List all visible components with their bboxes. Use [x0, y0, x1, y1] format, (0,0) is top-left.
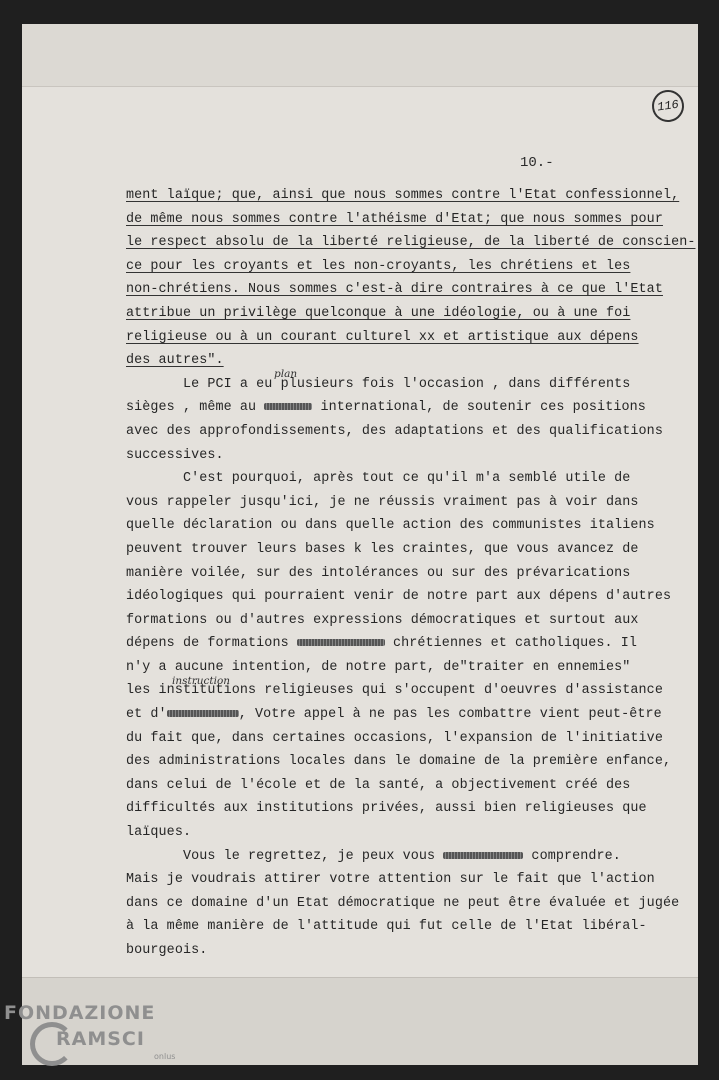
- text-line-content: de même nous sommes contre l'athéisme d'Etat; que nous sommes pour: [126, 211, 663, 227]
- text-line-content: quelle déclaration ou dans quelle action des communistes italiens: [126, 518, 655, 534]
- text-line: [126, 396, 696, 420]
- text-line-content: le respect absolu de la liberté religieuse, de la liberté de conscien-: [126, 235, 696, 251]
- text-line: [126, 939, 696, 963]
- text-line-content: dépens de formations chrétiennes et catholiques. Il: [126, 636, 638, 652]
- logo-text-line2: RAMSCI: [56, 1028, 145, 1050]
- text-line: [126, 444, 696, 468]
- document-page: [22, 24, 698, 1064]
- page-number: 10.-: [520, 155, 554, 171]
- redaction-mark: [264, 403, 312, 410]
- text-line-content: peuvent trouver leurs bases k les craintes, que vous avancez de: [126, 541, 639, 557]
- text-line: [126, 821, 696, 845]
- text-line-content: attribue un privilège quelconque à une idéologie, ou à une foi: [126, 305, 631, 321]
- handwritten-annotation-plan: plan: [274, 368, 298, 380]
- text-line-content: les institutions religieuses qui s'occupent d'oeuvres d'assistance: [126, 683, 663, 699]
- text-line: [126, 326, 696, 350]
- text-line: [126, 727, 696, 751]
- text-line: [126, 514, 696, 538]
- text-line-content: bourgeois.: [126, 943, 208, 958]
- text-line: [126, 491, 696, 515]
- text-line-content: idéologiques qui pourraient venir de notre part aux dépens d'autres: [126, 589, 672, 605]
- text-line-content: des autres".: [126, 353, 224, 369]
- text-line: [126, 278, 696, 302]
- text-line: [126, 420, 696, 444]
- text-line-content: et d' , Votre appel à ne pas les combattre vient peut-être: [126, 707, 662, 723]
- text-line: [126, 703, 696, 727]
- text-line: [126, 349, 696, 373]
- text-line-content: vous rappeler jusqu'ici, je ne réussis vraiment pas à voir dans: [126, 494, 639, 510]
- text-line: [126, 609, 696, 633]
- text-line: [126, 373, 696, 397]
- typed-text: [126, 184, 696, 963]
- redaction-mark: [167, 710, 239, 717]
- top-fold: [22, 24, 698, 87]
- text-line: [126, 915, 696, 939]
- logo-text-line1: FONDAZIONE: [4, 1002, 156, 1024]
- text-line-content: non-chrétiens. Nous sommes c'est-à dire contraires à ce que l'Etat: [126, 282, 663, 298]
- text-line-content: avec des approfondissements, des adaptations et des qualifications: [126, 423, 663, 439]
- text-line-content: ce pour les croyants et les non-croyants, les chrétiens et les: [126, 258, 631, 274]
- text-line-content: successives.: [126, 447, 224, 463]
- text-line-content: Le PCI a eu plusieurs fois l'occasion , dans différents: [126, 376, 631, 392]
- text-line-content: dans celui de l'école et de la santé, a objectivement créé des: [126, 777, 631, 793]
- text-line: [126, 585, 696, 609]
- text-line-content: à la même manière de l'attitude qui fut celle de l'Etat libéral-: [126, 919, 647, 935]
- text-line-content: difficultés aux institutions privées, aussi bien religieuses que: [126, 801, 647, 817]
- text-line: [126, 562, 696, 586]
- text-line: [126, 184, 696, 208]
- text-line: [126, 868, 696, 892]
- text-line: [126, 302, 696, 326]
- text-line-content: manière voilée, sur des intolérances ou sur des prévarications: [126, 565, 631, 581]
- text-line: [126, 892, 696, 916]
- text-line-content: Vous le regrettez, je peux vous comprendre.: [126, 848, 621, 864]
- text-line-content: sièges , même au international, de soutenir ces positions: [126, 400, 646, 416]
- text-line-content: formations ou d'autres expressions démocratiques et surtout aux: [126, 612, 639, 628]
- text-line-content: des administrations locales dans le domaine de la première enfance,: [126, 754, 672, 770]
- text-line-content: C'est pourquoi, après tout ce qu'il m'a semblé utile de: [126, 471, 631, 487]
- text-line-content: Mais je voudrais attirer votre attention sur le fait que l'action: [126, 872, 655, 888]
- text-line: [126, 467, 696, 491]
- text-line: [126, 208, 696, 232]
- archive-page-stamp: 116: [650, 88, 686, 124]
- text-line-content: ment laïque; que, ainsi que nous sommes contre l'Etat confessionnel,: [126, 188, 680, 203]
- logo-suffix: onlus: [154, 1052, 176, 1061]
- redaction-mark: [297, 639, 385, 646]
- text-line-content: laïques.: [126, 825, 192, 841]
- text-line-content: dans ce domaine d'un Etat démocratique ne peut être évaluée et jugée: [126, 895, 680, 911]
- text-line: [126, 632, 696, 656]
- text-line: [126, 538, 696, 562]
- text-line-content: du fait que, dans certaines occasions, l'expansion de l'initiative: [126, 730, 663, 746]
- text-line-content: religieuse ou à un courant culturel xx et artistique aux dépens: [126, 329, 639, 345]
- text-line: [126, 797, 696, 821]
- text-line: [126, 845, 696, 869]
- redaction-mark: [443, 852, 523, 859]
- handwritten-annotation-instruction: instruction: [172, 675, 231, 687]
- text-line: [126, 231, 696, 255]
- text-line: [126, 255, 696, 279]
- text-line-content: n'y a aucune intention, de notre part, de"traiter en ennemies": [126, 659, 631, 675]
- text-line: [126, 750, 696, 774]
- text-line: [126, 774, 696, 798]
